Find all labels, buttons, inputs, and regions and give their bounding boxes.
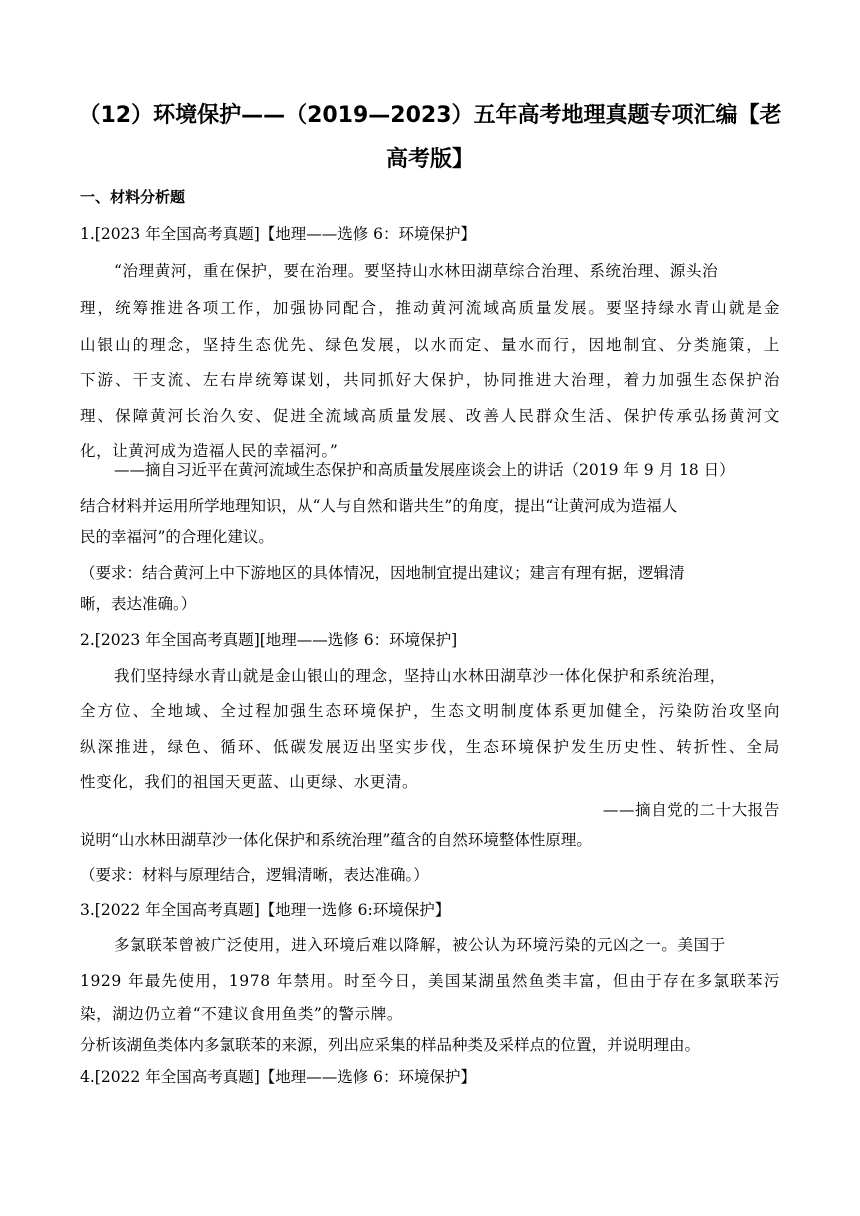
- section-heading: 一、材料分析题: [80, 188, 186, 206]
- question-1-task-line: 民的幸福河”的合理化建议。: [80, 528, 274, 546]
- question-2-requirement-line: （要求：材料与原理结合，逻辑清晰，表达准确。）: [80, 866, 429, 884]
- question-2-material-line: 我们坚持绿水青山就是金山银山的理念，坚持山水林田湖草沙一体化保护和系统治理，: [114, 667, 726, 685]
- question-1-material-line: 山银山的理念，坚持生态优先、绿色发展，以水而定、量水而行，因地制宜、分类施策，上: [80, 336, 780, 354]
- question-2-source: ——摘自党的二十大报告: [602, 801, 780, 819]
- question-1-material-line: 下游、干支流、左右岸统筹谋划，共同抓好大保护，协同推进大治理，着力加强生态保护治: [80, 371, 780, 389]
- question-1-material-line: 理、保障黄河长治久安、促进全流域高质量发展、改善人民群众生活、保护传承弘扬黄河文: [80, 407, 780, 425]
- question-2-material-line: 纵深推进，绿色、循环、低碳发展迈出坚实步伐，生态环境保护发生历史性、转折性、全局: [80, 738, 780, 756]
- question-4-header: 4.[2022 年全国高考真题]【地理——选修 6：环境保护】: [80, 1068, 477, 1086]
- question-1-task-line: 结合材料并运用所学地理知识，从“人与自然和谐共生”的角度，提出“让黄河成为造福人: [80, 497, 678, 515]
- question-1-material-line: 化，让黄河成为造福人民的幸福河。”: [80, 442, 339, 460]
- question-3-header: 3.[2022 年全国高考真题]【地理一选修 6:环境保护】: [80, 901, 451, 919]
- question-1-header: 1.[2023 年全国高考真题]【地理——选修 6：环境保护】: [80, 225, 477, 243]
- question-3-material-line: 1929 年最先使用，1978 年禁用。时至今日，美国某湖虽然鱼类丰富，但由于存在多氯联苯污: [80, 972, 780, 990]
- question-3-material-line: 染，湖边仍立着“不建议食用鱼类”的警示牌。: [80, 1005, 403, 1023]
- question-3-task-line: 分析该湖鱼类体内多氯联苯的来源，列出应采集的样品种类及采样点的位置，并说明理由。: [80, 1036, 701, 1054]
- question-2-header: 2.[2023 年全国高考真题][地理——选修 6：环境保护]: [80, 631, 458, 649]
- question-3-material-line: 多氯联苯曾被广泛使用，进入环境后难以降解，被公认为环境污染的元凶之一。美国于: [114, 936, 726, 954]
- question-1-requirement-line: （要求：结合黄河上中下游地区的具体情况，因地制宜提出建议；建言有理有据，逻辑清: [80, 564, 685, 582]
- question-1-source: ——摘自习近平在黄河流域生态保护和高质量发展座谈会上的讲话（2019 年 9 月 18 日）: [114, 461, 735, 479]
- page-title: （12）环境保护——（2019—2023）五年高考地理真题专项汇编【老高考版】: [78, 103, 782, 172]
- question-1-requirement-line: 晰，表达准确。）: [80, 595, 197, 613]
- question-2-material-line: 全方位、全地域、全过程加强生态环境保护，生态文明制度体系更加健全，污染防治攻坚向: [80, 702, 780, 720]
- question-1-material-line: 理，统筹推进各项工作，加强协同配合，推动黄河流域高质量发展。要坚持绿水青山就是金: [80, 299, 780, 317]
- question-2-material-line: 性变化，我们的祖国天更蓝、山更绿、水更清。: [80, 773, 419, 791]
- question-1-material-line: “治理黄河，重在保护，要在治理。要坚持山水林田湖草综合治理、系统治理、源头治: [114, 262, 719, 280]
- question-2-task-line: 说明“山水林田湖草沙一体化保护和系统治理”蕴含的自然环境整体性原理。: [80, 831, 592, 849]
